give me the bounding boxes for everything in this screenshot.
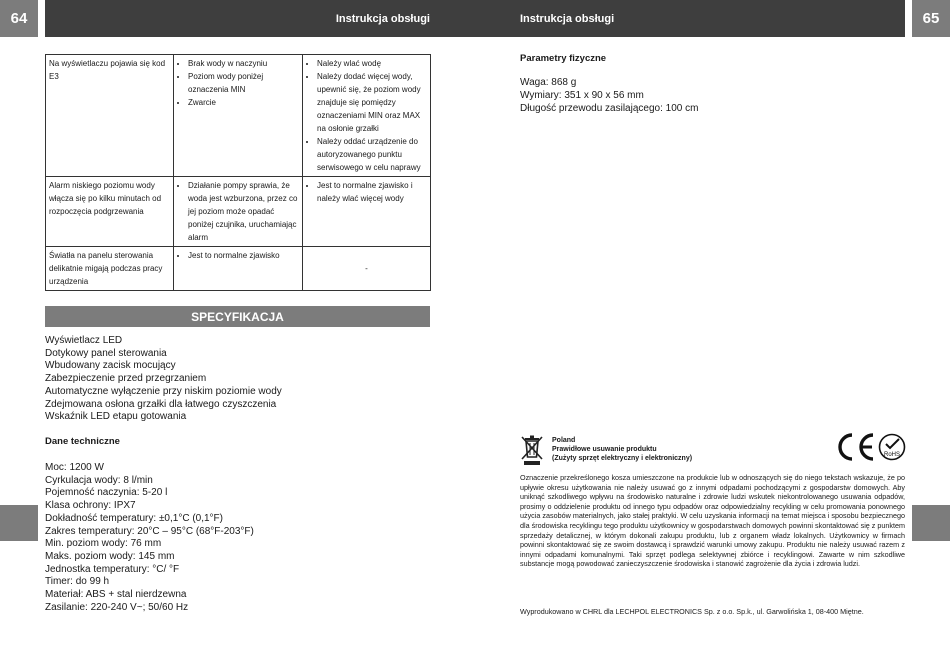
page-number-left: 64 <box>0 0 38 37</box>
list-item: Cyrkulacja wody: 8 l/min <box>45 474 153 486</box>
list-item: Wskaźnik LED etapu gotowania <box>45 411 187 423</box>
cause-cell <box>174 55 303 177</box>
list-item: Jednostka temperatury: °C/ °F <box>45 563 180 575</box>
list-item: Zdejmowana osłona grzałki dla łatwego czyszczenia <box>45 398 277 410</box>
table-row <box>46 55 431 177</box>
list-item: Maks. poziom wody: 145 mm <box>45 550 175 562</box>
recycling-country: Poland <box>552 437 576 444</box>
recycling-heading <box>552 436 692 463</box>
list-item: Zakres temperatury: 20°C – 95°C (68°F-203°F) <box>45 525 254 537</box>
solution-cell <box>303 177 431 247</box>
list-item: Moc: 1200 W <box>45 462 104 473</box>
list-item: • Jest to normalne zjawisko <box>188 249 299 262</box>
list-item: • Brak wody w naczyniu <box>188 57 299 70</box>
rohs-label: RoHS <box>883 452 901 458</box>
list-item: • Poziom wody poniżej oznaczenia MIN <box>188 70 299 96</box>
list-item: Klasa ochrony: IPX7 <box>45 500 136 512</box>
list-item: Zabezpieczenie przed przegrzaniem <box>45 373 207 385</box>
list-item: Pojemność naczynia: 5-20 l <box>45 487 168 499</box>
list-item: • Jest to normalne zjawisko i należy wlać więcej wody <box>317 179 427 205</box>
feature-list <box>45 335 282 424</box>
recycling-heading-line1: Prawidłowe usuwanie produktu <box>552 446 657 453</box>
problem-cell: Alarm niskiego poziomu wody włącza się po kilku minutach od rozpoczęcia podgrzewania <box>46 177 174 247</box>
table-row <box>46 247 431 291</box>
solution-cell: - <box>303 247 431 291</box>
troubleshooting-table <box>45 54 431 291</box>
table-row <box>46 177 431 247</box>
list-item: Dokładność temperatury: ±0,1°C (0,1°F) <box>45 512 223 524</box>
side-tab-right <box>912 505 950 541</box>
problem-cell: Na wyświetlaczu pojawia się kod E3 <box>46 55 174 177</box>
physical-params-title: Parametry fizyczne <box>520 53 607 64</box>
list-item: Materiał: ABS + stal nierdzewna <box>45 589 187 601</box>
list-item: • Należy wlać wodę <box>317 57 427 70</box>
cause-cell <box>174 247 303 291</box>
page-number-right: 65 <box>912 0 950 37</box>
list-item: Wymiary: 351 x 90 x 56 mm <box>520 90 644 101</box>
list-item: • Należy oddać urządzenie do autoryzowanego punktu serwisowego w celu naprawy <box>317 135 427 174</box>
list-item: Dotykowy panel sterowania <box>45 347 167 359</box>
list-item: • Należy dodać więcej wody, upewnić się, że poziom wody znajduje się pomiędzy oznaczeniami MIN oraz MAX na osłonie grzałki <box>317 70 427 135</box>
rohs-icon <box>878 433 906 461</box>
header-title-right: Instrukcja obsługi <box>475 0 905 37</box>
solution-cell <box>303 55 431 177</box>
list-item: Min. poziom wody: 76 mm <box>45 538 162 550</box>
cause-cell <box>174 177 303 247</box>
tech-data-title: Dane techniczne <box>45 436 120 447</box>
list-item: Zasilanie: 220-240 V~; 50/60 Hz <box>45 601 189 613</box>
list-item: Waga: 868 g <box>520 77 577 88</box>
spec-section-title: SPECYFIKACJA <box>45 306 430 327</box>
tech-data-list <box>45 462 254 614</box>
physical-params-list <box>520 76 698 115</box>
list-item: Długość przewodu zasilającego: 100 cm <box>520 103 699 114</box>
recycling-heading-line2: (Zużyty sprzęt elektryczny i elektroniczny) <box>552 455 693 462</box>
list-item: • Zwarcie <box>188 96 299 109</box>
list-item: Wbudowany zacisk mocujący <box>45 360 176 372</box>
manufacturer-info: Wyprodukowano w CHRL dla LECHPOL ELECTRONICS Sp. z o.o. Sp.k., ul. Garwolińska 1, 08-400 Miętne. <box>520 607 864 616</box>
crossed-bin-icon <box>520 434 544 466</box>
problem-cell: Światła na panelu sterowania delikatnie migają podczas pracy urządzenia <box>46 247 174 291</box>
list-item: Automatyczne wyłączenie przy niskim poziomie wody <box>45 385 282 397</box>
list-item: • Działanie pompy sprawia, że woda jest wzburzona, przez co jej poziom może opadać poniżej czujnika, uruchamiając alarm <box>188 179 299 244</box>
list-item: Timer: do 99 h <box>45 576 110 588</box>
ce-mark-icon <box>833 431 877 463</box>
side-tab-left <box>0 505 38 541</box>
recycling-paragraph: Oznaczenie przekreślonego kosza umieszczone na produkcie lub w odnoszących się do niego tekstach wskazuje, że po upływie okresu użytkowania nie należy usuwać go z innymi odpadami pochodzącymi z gospodarstw domowych. Aby uniknąć szkodliwego wpływu na środowisko naturalne i zdrowie ludzi wskutek niekontrolowanego usuwania odpadów, prosimy o oddzielenie produktu od innego typu odpadów oraz odpowiedzialny recykling w celu promowania ponownego użycia zasobów materialnych, jako stałej praktyki. W celu uzyskania informacji na temat miejsca i sposobu bezpiecznego dla środowiska recyklingu tego produktu użytkownicy w gospodarstwach domowych powinni skontaktować się z punktem sprzedaży detalicznej, w którym dokonali zakupu produktu, lub z organem władz lokalnych. Użytkownicy w firmach powinni skontaktować się ze swoim dostawcą i sprawdzić warunki umowy zakupu. Produktu nie należy usuwać razem z innymi odpadami komunalnymi. Taki sprzęt podlega selektywnej zbiórce i recyklingowi. Zawarte w nim szkodliwe substancje mogą powodować zanieczyszczenie środowiska i stanowić zagrożenie dla życia i zdrowia ludzi. <box>520 473 905 569</box>
list-item: Wyświetlacz LED <box>45 335 123 346</box>
header-title-left: Instrukcja obsługi <box>45 0 475 37</box>
